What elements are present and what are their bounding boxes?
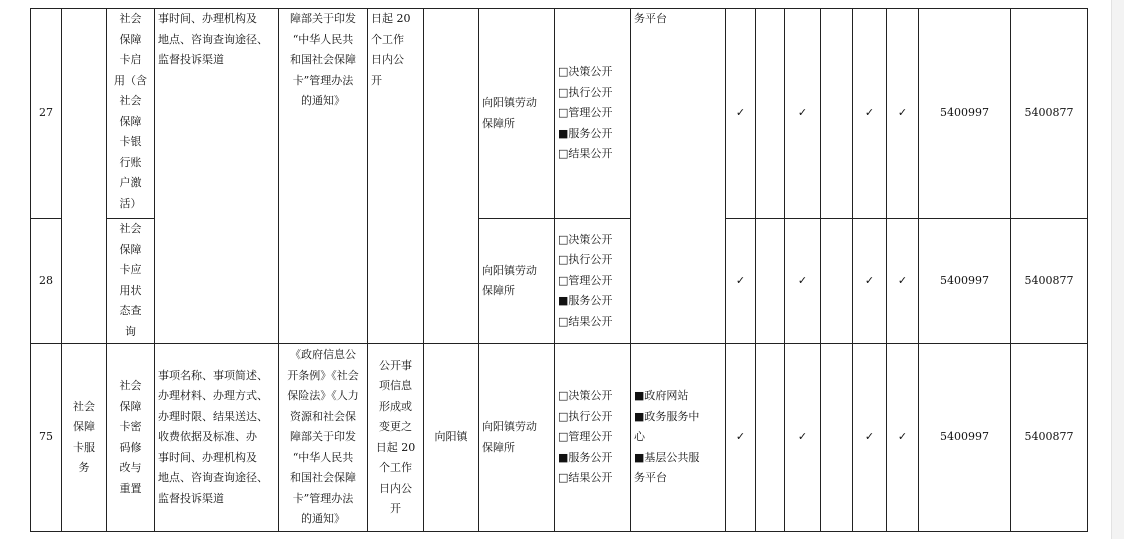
- disclosure-table: [30, 8, 1088, 532]
- channel-cell: 务平台: [631, 9, 726, 344]
- check-mark: ✓: [726, 219, 756, 344]
- phone-number: 5400877: [1011, 219, 1088, 344]
- content-cell: 事项名称、事项简述、 办理材料、办理方式、 办理时限、结果送达、 收费依据及标准、办 事时间、办理机构及 地点、咨询查询途径、 监督投诉渠道: [155, 344, 279, 532]
- content-cell: 事时间、办理机构及 地点、咨询查询途径、 监督投诉渠道: [155, 9, 279, 344]
- check-mark: ✓: [726, 9, 756, 219]
- phone-number: 5400997: [919, 219, 1011, 344]
- phone-number: 5400877: [1011, 344, 1088, 532]
- check-mark: ✓: [785, 9, 821, 219]
- subject-cell: 向阳镇劳动 保障所: [479, 9, 555, 219]
- check-mark: ✓: [726, 344, 756, 532]
- table-row: [31, 344, 1088, 532]
- item-name: 社会 保障 卡应 用状 态查 询: [107, 219, 155, 344]
- vertical-scrollbar[interactable]: [1111, 0, 1124, 539]
- empty-cell: [756, 9, 785, 219]
- check-mark: ✓: [853, 344, 887, 532]
- subject-cell: 向阳镇劳动 保障所: [479, 219, 555, 344]
- check-mark: ✓: [853, 219, 887, 344]
- check-mark: ✓: [887, 9, 919, 219]
- subject-cell: 向阳镇劳动 保障所: [479, 344, 555, 532]
- row-number: 75: [31, 344, 62, 532]
- empty-cell: [821, 9, 853, 219]
- check-mark: ✓: [887, 219, 919, 344]
- check-mark: ✓: [853, 9, 887, 219]
- channel-cell: ■政府网站 ■政务服务中 心 ■基层公共服 务平台: [631, 344, 726, 532]
- row-number: 28: [31, 219, 62, 344]
- phone-number: 5400877: [1011, 9, 1088, 219]
- row-number: 27: [31, 9, 62, 219]
- phone-number: 5400997: [919, 9, 1011, 219]
- basis-cell: 障部关于印发 “中华人民共 和国社会保障 卡”管理办法 的通知》: [279, 9, 368, 344]
- time-cell: 日起 20 个工作 日内公 开: [368, 9, 424, 344]
- phone-number: 5400997: [919, 344, 1011, 532]
- check-mark: ✓: [785, 219, 821, 344]
- empty-cell: [756, 219, 785, 344]
- basis-cell: 《政府信息公 开条例》《社会 保险法》《人力 资源和社会保 障部关于印发 “中华人民共 和国社会保障 卡”管理办法 的通知》: [279, 344, 368, 532]
- town-cell: 向阳镇: [424, 344, 479, 532]
- item-name: 社会 保障 卡启 用（含 社会 保障 卡银 行账 户激 活）: [107, 9, 155, 219]
- time-cell: 公开事 项信息 形成或 变更之 日起 20 个工作 日内公 开: [368, 344, 424, 532]
- category-name: 社会 保障 卡服 务: [62, 344, 107, 532]
- publicity-type-checkboxes: □决策公开 □执行公开 □管理公开 ■服务公开 □结果公开: [555, 219, 631, 344]
- check-mark: ✓: [785, 344, 821, 532]
- empty-cell: [821, 344, 853, 532]
- category-cell-continued: [62, 9, 107, 344]
- table-row: [31, 9, 1088, 219]
- empty-cell: [756, 344, 785, 532]
- item-name: 社会 保障 卡密 码修 改与 重置: [107, 344, 155, 532]
- empty-cell: [821, 219, 853, 344]
- town-cell-continued: [424, 9, 479, 344]
- publicity-type-checkboxes: □决策公开 □执行公开 □管理公开 ■服务公开 □结果公开: [555, 344, 631, 532]
- check-mark: ✓: [887, 344, 919, 532]
- publicity-type-checkboxes: □决策公开 □执行公开 □管理公开 ■服务公开 □结果公开: [555, 9, 631, 219]
